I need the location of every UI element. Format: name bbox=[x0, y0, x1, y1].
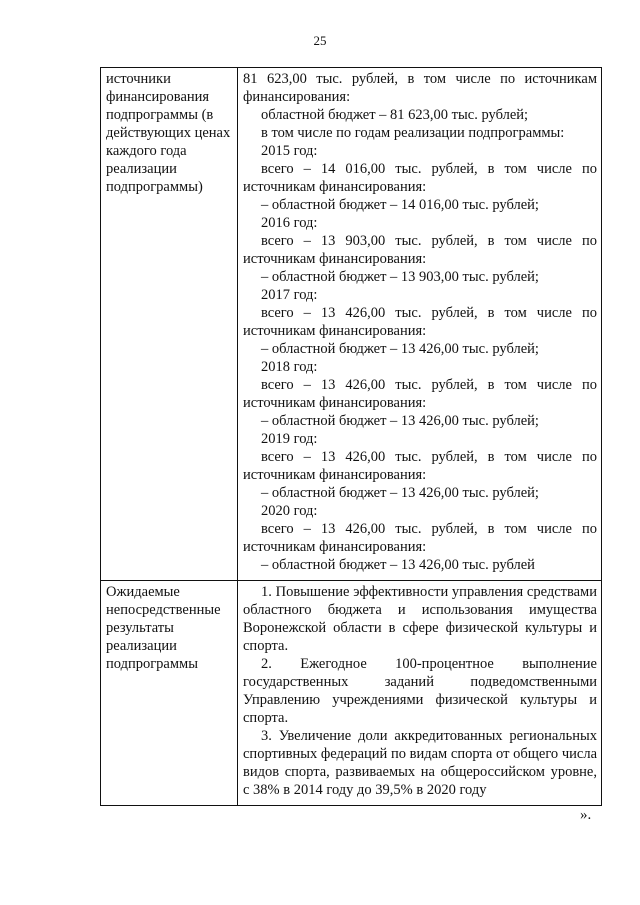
funding-line: всего – 14 016,00 тыс. рублей, в том числе по bbox=[261, 161, 597, 177]
funding-line: – областной бюджет – 13 426,00 тыс. рублей; bbox=[261, 485, 539, 501]
funding-line: всего – 13 426,00 тыс. рублей, в том числе по bbox=[261, 521, 597, 537]
funding-line: 2016 год: bbox=[261, 215, 318, 231]
funding-line: источникам финансирования: bbox=[243, 539, 427, 555]
funding-line: всего – 13 426,00 тыс. рублей, в том числе по bbox=[261, 449, 597, 465]
closing-quote-mark: ». bbox=[580, 807, 592, 823]
funding-label-cell: источники финансирования подпрограммы (в действующих ценах каждого года реализации подпрограммы) bbox=[101, 68, 238, 581]
funding-line: 2020 год: bbox=[261, 503, 318, 519]
funding-line: 2017 год: bbox=[261, 287, 318, 303]
funding-line: – областной бюджет – 14 016,00 тыс. рублей; bbox=[261, 197, 539, 213]
table-row-results bbox=[101, 581, 602, 806]
funding-line: – областной бюджет – 13 426,00 тыс. рублей; bbox=[261, 341, 539, 357]
results-label-cell: Ожидаемые непосредственные результаты реализации подпрограммы bbox=[101, 581, 238, 806]
funding-line: финансирования: bbox=[243, 89, 351, 105]
page-number: 25 bbox=[313, 33, 327, 48]
funding-line: всего – 13 903,00 тыс. рублей, в том числе по bbox=[261, 233, 597, 249]
funding-line: 2018 год: bbox=[261, 359, 318, 375]
funding-line: всего – 13 426,00 тыс. рублей, в том числе по bbox=[261, 305, 597, 321]
funding-line: источникам финансирования: bbox=[243, 467, 427, 483]
table-row-funding bbox=[101, 68, 602, 581]
funding-line: источникам финансирования: bbox=[243, 395, 427, 411]
funding-line: источникам финансирования: bbox=[243, 323, 427, 339]
funding-line: – областной бюджет – 13 426,00 тыс. рублей bbox=[261, 557, 535, 573]
funding-line: 2015 год: bbox=[261, 143, 318, 159]
funding-line: источникам финансирования: bbox=[243, 251, 427, 267]
funding-line: – областной бюджет – 13 426,00 тыс. рублей; bbox=[261, 413, 539, 429]
results-content-cell bbox=[238, 581, 602, 806]
expected-result-item: 2. Ежегодное 100-процентное выполнение государственных заданий подведомственными Управлению учреждениями физической культуры и спорта. bbox=[243, 656, 597, 726]
funding-content-cell bbox=[238, 68, 602, 581]
expected-result-item: 3. Увеличение доли аккредитованных региональных спортивных федераций по видам спорта от общего числа видов спорта, развиваемых на общероссийском уровне, с 38% в 2014 году до 39,5% в 2020 году bbox=[243, 728, 597, 798]
funding-line: – областной бюджет – 13 903,00 тыс. рублей; bbox=[261, 269, 539, 285]
funding-line: 2019 год: bbox=[261, 431, 318, 447]
funding-line: источникам финансирования: bbox=[243, 179, 427, 195]
subprogram-passport-table bbox=[100, 67, 602, 806]
expected-result-item: 1. Повышение эффективности управления средствами областного бюджета и использования имущества Воронежской области в сфере физической культуры и спорта. bbox=[243, 584, 597, 654]
funding-line: 81 623,00 тыс. рублей, в том числе по источникам bbox=[243, 71, 597, 87]
funding-line: в том числе по годам реализации подпрограммы: bbox=[261, 125, 565, 141]
funding-line: областной бюджет – 81 623,00 тыс. рублей; bbox=[261, 107, 529, 123]
funding-line: всего – 13 426,00 тыс. рублей, в том числе по bbox=[261, 377, 597, 393]
